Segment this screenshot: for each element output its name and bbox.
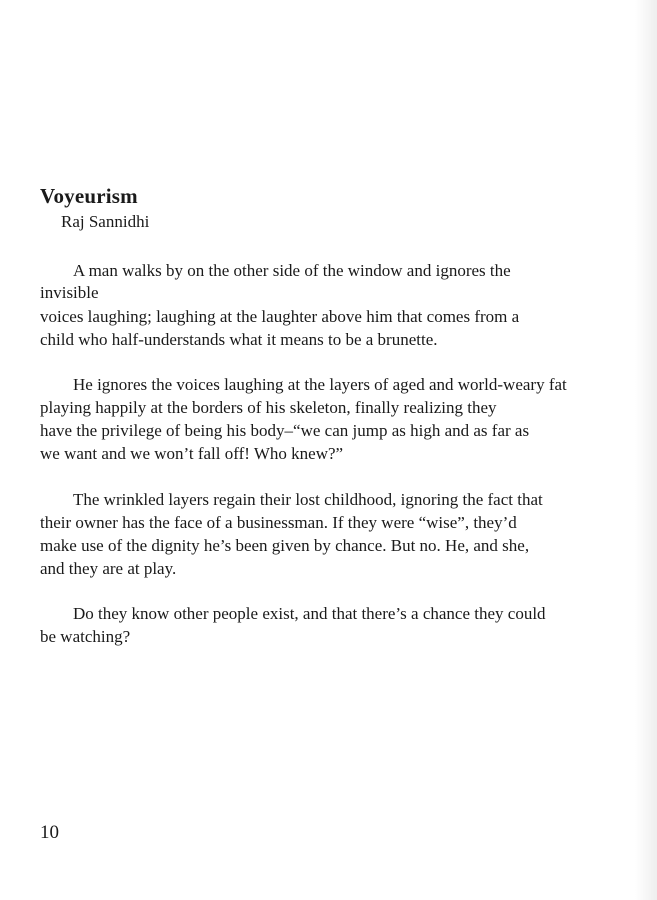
poem-title: Voyeurism [40, 184, 138, 208]
paragraph-4-line-1: Do they know other people exist, and that there’s a chance they could [73, 604, 546, 623]
paragraph-2-line-1: He ignores the voices laughing at the layers of aged and world-weary fat [73, 375, 567, 394]
poem-author: Raj Sannidhi [61, 212, 150, 231]
paragraph-3-line-1: The wrinkled layers regain their lost childhood, ignoring the fact that [73, 490, 543, 509]
paragraph-1-line-2: invisible [40, 283, 99, 302]
paragraph-1-line-1: A man walks by on the other side of the window and ignores the [73, 261, 511, 280]
paragraph-1-line-3: voices laughing; laughing at the laughter above him that comes from a [40, 307, 520, 326]
paragraph-1-line-4: child who half-understands what it means to be a brunette. [40, 330, 438, 349]
paragraph-2-line-4: we want and we won’t fall off! Who knew?” [40, 444, 344, 463]
page-number: 10 [40, 822, 59, 843]
paragraph-3-line-4: and they are at play. [40, 559, 177, 578]
paragraph-3-line-2: their owner has the face of a businessman. If they were “wise”, they’d [40, 513, 517, 532]
paragraph-4-line-2: be watching? [40, 627, 131, 646]
paragraph-2-line-3: have the privilege of being his body–“we can jump as high and as far as [40, 421, 530, 440]
paragraph-3-line-3: make use of the dignity he’s been given by chance. But no. He, and she, [40, 536, 530, 555]
paragraph-2-line-2: playing happily at the borders of his skeleton, finally realizing they [40, 398, 497, 417]
page-edge-shadow [635, 0, 657, 900]
